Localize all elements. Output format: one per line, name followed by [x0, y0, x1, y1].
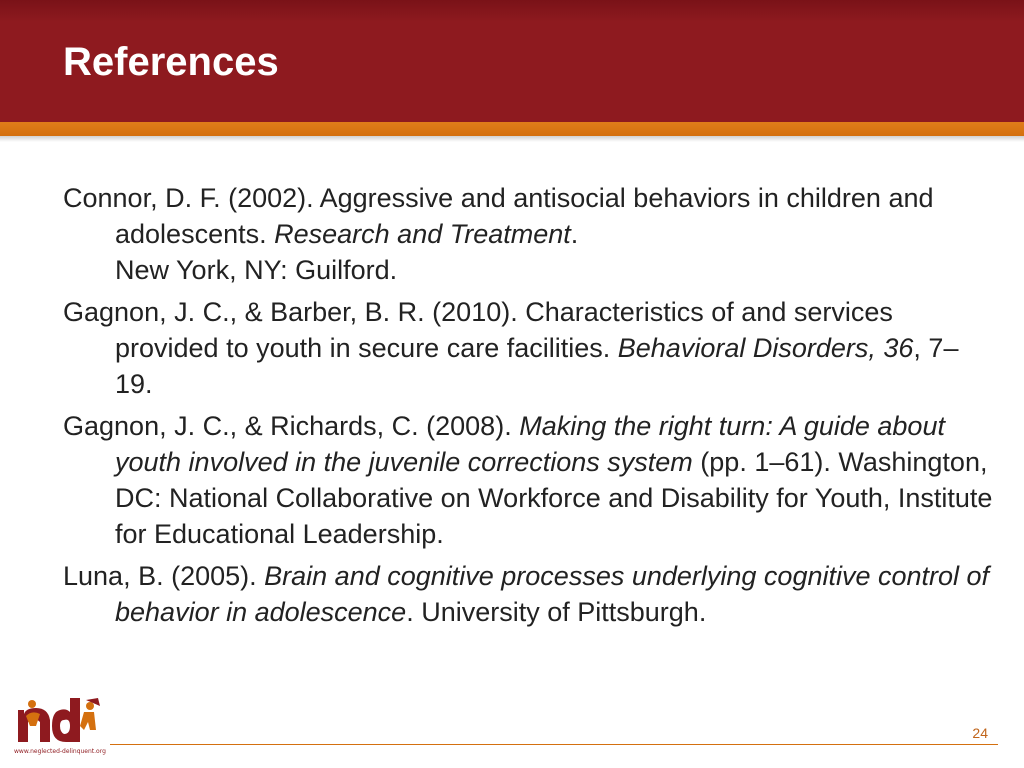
references-list [63, 180, 993, 636]
reference-entry [63, 294, 993, 402]
reference-title-italic: Making the right turn: A guide about youth involved in the juvenile corrections system [115, 411, 945, 477]
reference-entry [63, 558, 993, 630]
reference-text: , 7–19. [115, 333, 959, 399]
accent-shadow [0, 136, 1024, 142]
reference-entry [63, 180, 993, 288]
footer-divider [110, 744, 998, 745]
accent-bar [0, 122, 1024, 136]
reference-title-italic: Research and Treatment [274, 219, 571, 249]
reference-text: Gagnon, J. C., & Richards, C. (2008). [63, 411, 520, 441]
reference-text: Luna, B. (2005). [63, 561, 265, 591]
reference-title-italic: Behavioral Disorders, 36 [617, 333, 914, 363]
reference-entry [63, 408, 993, 552]
reference-text: Connor, D. F. (2002). Aggressive and antisocial behaviors in children and adolescents [63, 183, 934, 249]
reference-text: (pp. 1–61). Washington, DC: National Collaborative on Workforce and Disability for Youth, Institute for Educational Leadership. [115, 447, 993, 549]
reference-text: . [570, 219, 579, 249]
reference-text: . [259, 219, 275, 249]
slide-title: References [63, 40, 279, 84]
reference-text: Gagnon, J. C., & Barber, B. R. (2010). Characteristics of and services provided to youth in secure care facilities. [63, 297, 893, 363]
reference-text: New York, NY: Guilford. [115, 255, 398, 285]
reference-title-italic: Brain and cognitive processes underlying cognitive control of behavior in adolescence [115, 561, 990, 627]
page-number: 24 [972, 725, 988, 741]
reference-text: . University of Pittsburgh. [406, 597, 707, 627]
logo-url: www.neglected-delinquent.org [14, 748, 106, 755]
